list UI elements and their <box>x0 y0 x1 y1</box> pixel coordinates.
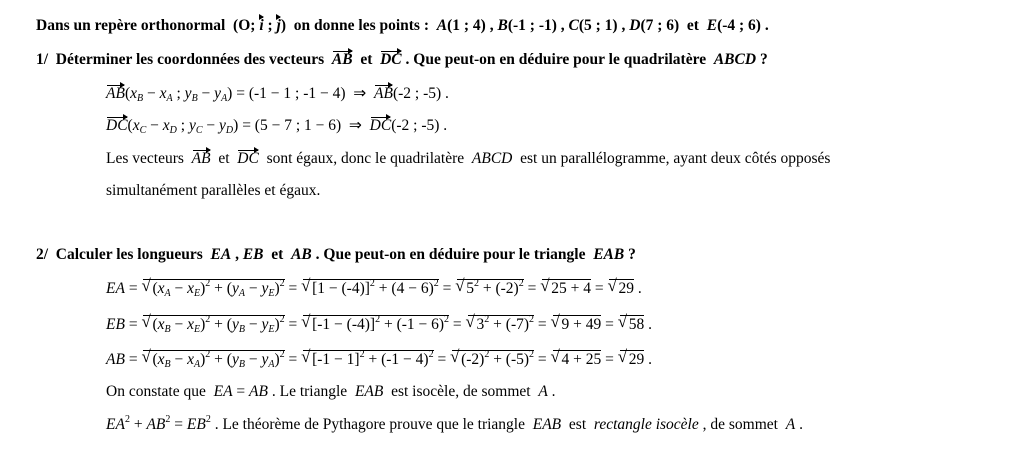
length-eb-line: EB = √ $(x_B - x_E)^2 + (y_B - y_E)^2$ = √ $[-1 - (-4)]^2 + (-1 - 6)^2$ = √ $3^2 + (-7)^2$ = √ 9 + 49 = √ 58 . <box>106 315 652 335</box>
conclusion-line-1: Les vecteurs AB et DC sont égaux, donc le quadrilatère ABCD est un parallélogramme, ayant deux côtés opposés <box>106 150 831 167</box>
isosceles-line: On constate que EA = AB . Le triangle EAB est isocèle, de sommet A . <box>106 383 556 400</box>
length-ab-line: AB = √ $(x_B - x_A)^2 + (y_B - y_A)^2$ = √ $[-1 - 1]^2 + (-1 - 4)^2$ = √ $(-2)^2 + (-5)^2$ = √ 4 + 25 = √ 29 . <box>106 350 652 370</box>
vector-ab-line: $AB(x_B - x_A$ ; $y_B - y_A) = (-1 - 1$ ; -1 − 4) ⇒ AB(-2 ; -5) . <box>106 85 449 104</box>
question-1-title: 1/ Déterminer les coordonnées des vecteurs AB et DC . Que peut-on en déduire pour le quadrilatère ABCD ? <box>36 51 768 68</box>
pythagoras-line: $EA^2 + AB^2 = EB^2$ . Le théorème de Pythagore prouve que le triangle EAB est rectangle isocèle , de sommet A . <box>106 414 803 433</box>
intro-line: Dans un repère orthonormal (O; i ; j) on donne les points : A(1 ; 4) , B(-1 ; -1) , C(5 ; 1) , D(7 ; 6) et E(-4 ; 6) . <box>36 17 769 34</box>
vector-dc-line: $DC(x_C - x_D$ ; $y_C - y_D) = (5 - 7$ ; 1 − 6) ⇒ DC(-2 ; -5) . <box>106 117 448 136</box>
conclusion-line-2: simultanément parallèles et égaux. <box>106 182 321 199</box>
question-2-title: 2/ Calculer les longueurs EA , EB et AB . Que peut-on en déduire pour le triangle EAB ? <box>36 246 636 263</box>
length-ea-line: EA = √ $(x_A - x_E)^2 + (y_A - y_E)^2$ = √ $[1 - (-4)]^2 + (4 - 6)^2$ = √ $5^2 + (-2)^2$ = √ 25 + 4 = √ 29 . <box>106 279 642 299</box>
